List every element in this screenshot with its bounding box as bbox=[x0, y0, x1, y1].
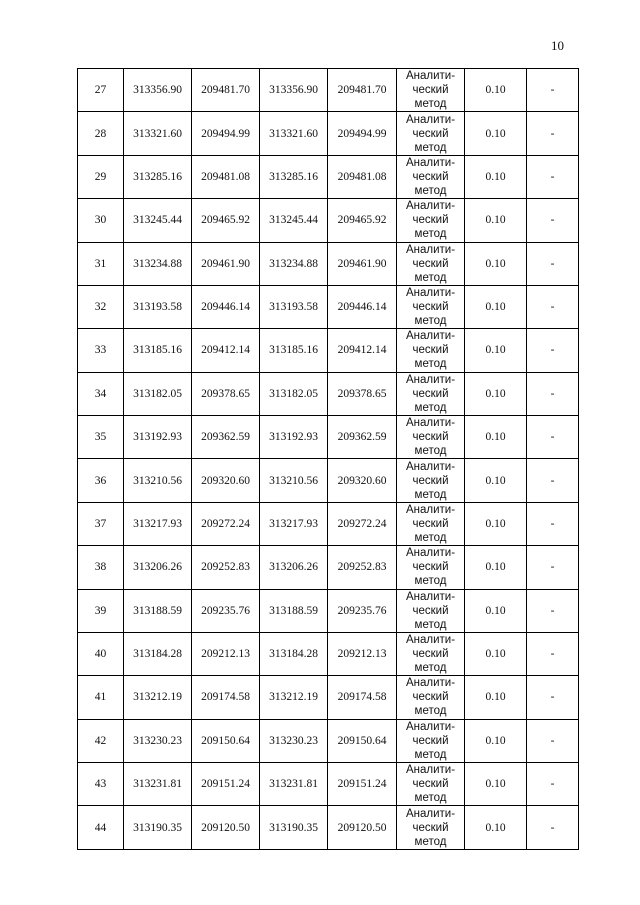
y-coordinate-cell: 209481.08 bbox=[192, 155, 260, 198]
note-cell: - bbox=[527, 199, 579, 242]
x-coordinate-new-cell: 313245.44 bbox=[260, 199, 328, 242]
y-coordinate-new-cell: 209235.76 bbox=[328, 589, 397, 632]
method-text: Аналити- bbox=[405, 503, 456, 516]
accuracy-cell: 0.10 bbox=[465, 329, 527, 372]
table-row bbox=[78, 155, 579, 198]
table-row bbox=[78, 676, 579, 719]
method-text: метод bbox=[414, 792, 447, 805]
y-coordinate-new-cell: 209120.50 bbox=[328, 806, 397, 850]
method-text: метод bbox=[414, 401, 447, 414]
x-coordinate-new-cell: 313230.23 bbox=[260, 719, 328, 762]
method-text: ческий bbox=[412, 387, 449, 400]
method-text: метод bbox=[414, 662, 447, 675]
note-cell: - bbox=[527, 632, 579, 675]
note-cell: - bbox=[527, 719, 579, 762]
method-text: Аналити- bbox=[405, 720, 456, 733]
note-cell: - bbox=[527, 69, 579, 112]
x-coordinate-new-cell: 313234.88 bbox=[260, 242, 328, 285]
x-coordinate-cell: 313182.05 bbox=[124, 372, 192, 415]
note-cell: - bbox=[527, 589, 579, 632]
method-cell bbox=[397, 459, 465, 502]
x-coordinate-new-cell: 313185.16 bbox=[260, 329, 328, 372]
x-coordinate-new-cell: 313206.26 bbox=[260, 546, 328, 589]
method-text: Аналити- bbox=[405, 156, 456, 169]
method-text: Аналити- bbox=[405, 460, 456, 473]
x-coordinate-new-cell: 313321.60 bbox=[260, 112, 328, 155]
accuracy-cell: 0.10 bbox=[465, 763, 527, 806]
y-coordinate-new-cell: 209252.83 bbox=[328, 546, 397, 589]
point-number-cell: 44 bbox=[78, 806, 124, 850]
method-text: ческий bbox=[412, 821, 449, 834]
method-text: метод bbox=[414, 618, 447, 631]
x-coordinate-cell: 313193.58 bbox=[124, 285, 192, 328]
x-coordinate-cell: 313185.16 bbox=[124, 329, 192, 372]
y-coordinate-new-cell: 209362.59 bbox=[328, 416, 397, 459]
point-number-cell: 41 bbox=[78, 676, 124, 719]
table-row bbox=[78, 719, 579, 762]
table-row bbox=[78, 806, 579, 850]
method-text: ческий bbox=[412, 691, 449, 704]
method-text: Аналити- bbox=[405, 113, 456, 126]
method-text: ческий bbox=[412, 561, 449, 574]
y-coordinate-new-cell: 209150.64 bbox=[328, 719, 397, 762]
accuracy-cell: 0.10 bbox=[465, 719, 527, 762]
y-coordinate-new-cell: 209481.70 bbox=[328, 69, 397, 112]
y-coordinate-new-cell: 209151.24 bbox=[328, 763, 397, 806]
y-coordinate-new-cell: 209378.65 bbox=[328, 372, 397, 415]
method-text: ческий bbox=[412, 648, 449, 661]
x-coordinate-cell: 313285.16 bbox=[124, 155, 192, 198]
y-coordinate-new-cell: 209494.99 bbox=[328, 112, 397, 155]
y-coordinate-cell: 209272.24 bbox=[192, 502, 260, 545]
point-number-cell: 36 bbox=[78, 459, 124, 502]
y-coordinate-cell: 209446.14 bbox=[192, 285, 260, 328]
method-text: метод bbox=[414, 98, 447, 111]
x-coordinate-cell: 313188.59 bbox=[124, 589, 192, 632]
accuracy-cell: 0.10 bbox=[465, 589, 527, 632]
accuracy-cell: 0.10 bbox=[465, 372, 527, 415]
y-coordinate-cell: 209481.70 bbox=[192, 69, 260, 112]
x-coordinate-cell: 313356.90 bbox=[124, 69, 192, 112]
table-row bbox=[78, 459, 579, 502]
method-text: метод bbox=[414, 835, 447, 848]
note-cell: - bbox=[527, 546, 579, 589]
point-number-cell: 39 bbox=[78, 589, 124, 632]
method-text: метод bbox=[414, 271, 447, 284]
method-text: Аналити- bbox=[405, 417, 456, 430]
table-row bbox=[78, 763, 579, 806]
y-coordinate-new-cell: 209272.24 bbox=[328, 502, 397, 545]
method-text: ческий bbox=[412, 170, 449, 183]
x-coordinate-cell: 313234.88 bbox=[124, 242, 192, 285]
table-row bbox=[78, 546, 579, 589]
table-row bbox=[78, 372, 579, 415]
method-text: Аналити- bbox=[405, 200, 456, 213]
y-coordinate-cell: 209362.59 bbox=[192, 416, 260, 459]
note-cell: - bbox=[527, 285, 579, 328]
accuracy-cell: 0.10 bbox=[465, 459, 527, 502]
accuracy-cell: 0.10 bbox=[465, 546, 527, 589]
method-text: Аналити- bbox=[405, 547, 456, 560]
x-coordinate-new-cell: 313210.56 bbox=[260, 459, 328, 502]
method-text: Аналити- bbox=[405, 287, 456, 300]
method-cell bbox=[397, 632, 465, 675]
point-number-cell: 32 bbox=[78, 285, 124, 328]
x-coordinate-cell: 313217.93 bbox=[124, 502, 192, 545]
y-coordinate-new-cell: 209465.92 bbox=[328, 199, 397, 242]
point-number-cell: 33 bbox=[78, 329, 124, 372]
point-number-cell: 27 bbox=[78, 69, 124, 112]
method-cell bbox=[397, 69, 465, 112]
table-row bbox=[78, 502, 579, 545]
method-text: ческий bbox=[412, 778, 449, 791]
method-text: метод bbox=[414, 748, 447, 761]
method-text: ческий bbox=[412, 301, 449, 314]
y-coordinate-cell: 209494.99 bbox=[192, 112, 260, 155]
table-row bbox=[78, 416, 579, 459]
method-cell bbox=[397, 416, 465, 459]
method-text: Аналити- bbox=[405, 677, 456, 690]
x-coordinate-cell: 313210.56 bbox=[124, 459, 192, 502]
table-row bbox=[78, 632, 579, 675]
accuracy-cell: 0.10 bbox=[465, 285, 527, 328]
x-coordinate-new-cell: 313212.19 bbox=[260, 676, 328, 719]
x-coordinate-cell: 313321.60 bbox=[124, 112, 192, 155]
method-cell bbox=[397, 329, 465, 372]
method-cell bbox=[397, 372, 465, 415]
method-text: метод bbox=[414, 445, 447, 458]
x-coordinate-cell: 313190.35 bbox=[124, 806, 192, 850]
note-cell: - bbox=[527, 806, 579, 850]
x-coordinate-new-cell: 313182.05 bbox=[260, 372, 328, 415]
y-coordinate-cell: 209174.58 bbox=[192, 676, 260, 719]
method-text: Аналити- bbox=[405, 70, 456, 83]
method-text: ческий bbox=[412, 127, 449, 140]
method-text: Аналити- bbox=[405, 764, 456, 777]
accuracy-cell: 0.10 bbox=[465, 502, 527, 545]
method-text: метод bbox=[414, 141, 447, 154]
method-cell bbox=[397, 589, 465, 632]
point-number-cell: 42 bbox=[78, 719, 124, 762]
table-body bbox=[78, 69, 579, 850]
y-coordinate-cell: 209378.65 bbox=[192, 372, 260, 415]
x-coordinate-cell: 313206.26 bbox=[124, 546, 192, 589]
point-number-cell: 37 bbox=[78, 502, 124, 545]
accuracy-cell: 0.10 bbox=[465, 632, 527, 675]
y-coordinate-new-cell: 209412.14 bbox=[328, 329, 397, 372]
method-text: Аналити- bbox=[405, 373, 456, 386]
table-row bbox=[78, 112, 579, 155]
note-cell: - bbox=[527, 112, 579, 155]
note-cell: - bbox=[527, 459, 579, 502]
x-coordinate-new-cell: 313192.93 bbox=[260, 416, 328, 459]
x-coordinate-cell: 313230.23 bbox=[124, 719, 192, 762]
point-number-cell: 38 bbox=[78, 546, 124, 589]
accuracy-cell: 0.10 bbox=[465, 242, 527, 285]
table-row bbox=[78, 329, 579, 372]
y-coordinate-cell: 209151.24 bbox=[192, 763, 260, 806]
point-number-cell: 40 bbox=[78, 632, 124, 675]
y-coordinate-new-cell: 209461.90 bbox=[328, 242, 397, 285]
method-cell bbox=[397, 763, 465, 806]
y-coordinate-new-cell: 209212.13 bbox=[328, 632, 397, 675]
accuracy-cell: 0.10 bbox=[465, 416, 527, 459]
y-coordinate-cell: 209252.83 bbox=[192, 546, 260, 589]
accuracy-cell: 0.10 bbox=[465, 112, 527, 155]
table-row bbox=[78, 199, 579, 242]
x-coordinate-cell: 313212.19 bbox=[124, 676, 192, 719]
method-text: ческий bbox=[412, 214, 449, 227]
method-cell bbox=[397, 199, 465, 242]
coordinates-table bbox=[77, 68, 579, 850]
method-text: метод bbox=[414, 531, 447, 544]
y-coordinate-cell: 209412.14 bbox=[192, 329, 260, 372]
method-text: Аналити- bbox=[405, 330, 456, 343]
method-text: ческий bbox=[412, 431, 449, 444]
y-coordinate-cell: 209120.50 bbox=[192, 806, 260, 850]
point-number-cell: 35 bbox=[78, 416, 124, 459]
y-coordinate-new-cell: 209320.60 bbox=[328, 459, 397, 502]
x-coordinate-new-cell: 313184.28 bbox=[260, 632, 328, 675]
method-cell bbox=[397, 112, 465, 155]
note-cell: - bbox=[527, 763, 579, 806]
y-coordinate-new-cell: 209174.58 bbox=[328, 676, 397, 719]
method-text: ческий bbox=[412, 84, 449, 97]
table-row bbox=[78, 285, 579, 328]
method-cell bbox=[397, 155, 465, 198]
accuracy-cell: 0.10 bbox=[465, 155, 527, 198]
point-number-cell: 43 bbox=[78, 763, 124, 806]
method-text: Аналити- bbox=[405, 634, 456, 647]
y-coordinate-cell: 209150.64 bbox=[192, 719, 260, 762]
accuracy-cell: 0.10 bbox=[465, 199, 527, 242]
method-text: метод bbox=[414, 575, 447, 588]
x-coordinate-new-cell: 313217.93 bbox=[260, 502, 328, 545]
method-cell bbox=[397, 806, 465, 850]
point-number-cell: 31 bbox=[78, 242, 124, 285]
x-coordinate-cell: 313231.81 bbox=[124, 763, 192, 806]
note-cell: - bbox=[527, 155, 579, 198]
x-coordinate-new-cell: 313190.35 bbox=[260, 806, 328, 850]
method-text: ческий bbox=[412, 734, 449, 747]
method-text: метод bbox=[414, 315, 447, 328]
method-text: метод bbox=[414, 358, 447, 371]
method-cell bbox=[397, 242, 465, 285]
point-number-cell: 30 bbox=[78, 199, 124, 242]
accuracy-cell: 0.10 bbox=[465, 69, 527, 112]
method-text: метод bbox=[414, 488, 447, 501]
method-text: ческий bbox=[412, 257, 449, 270]
method-text: Аналити- bbox=[405, 807, 456, 820]
accuracy-cell: 0.10 bbox=[465, 676, 527, 719]
method-text: Аналити- bbox=[405, 590, 456, 603]
y-coordinate-new-cell: 209481.08 bbox=[328, 155, 397, 198]
method-text: ческий bbox=[412, 517, 449, 530]
x-coordinate-cell: 313184.28 bbox=[124, 632, 192, 675]
x-coordinate-new-cell: 313356.90 bbox=[260, 69, 328, 112]
note-cell: - bbox=[527, 502, 579, 545]
method-cell bbox=[397, 719, 465, 762]
y-coordinate-cell: 209320.60 bbox=[192, 459, 260, 502]
note-cell: - bbox=[527, 329, 579, 372]
x-coordinate-new-cell: 313193.58 bbox=[260, 285, 328, 328]
method-text: ческий bbox=[412, 474, 449, 487]
point-number-cell: 29 bbox=[78, 155, 124, 198]
method-text: метод bbox=[414, 705, 447, 718]
table-row bbox=[78, 589, 579, 632]
y-coordinate-cell: 209212.13 bbox=[192, 632, 260, 675]
method-text: ческий bbox=[412, 604, 449, 617]
x-coordinate-new-cell: 313231.81 bbox=[260, 763, 328, 806]
method-text: Аналити- bbox=[405, 243, 456, 256]
x-coordinate-cell: 313192.93 bbox=[124, 416, 192, 459]
note-cell: - bbox=[527, 676, 579, 719]
y-coordinate-new-cell: 209446.14 bbox=[328, 285, 397, 328]
table-row bbox=[78, 69, 579, 112]
method-text: ческий bbox=[412, 344, 449, 357]
x-coordinate-new-cell: 313188.59 bbox=[260, 589, 328, 632]
accuracy-cell: 0.10 bbox=[465, 806, 527, 850]
y-coordinate-cell: 209465.92 bbox=[192, 199, 260, 242]
point-number-cell: 34 bbox=[78, 372, 124, 415]
method-cell bbox=[397, 502, 465, 545]
table-row bbox=[78, 242, 579, 285]
note-cell: - bbox=[527, 242, 579, 285]
method-cell bbox=[397, 676, 465, 719]
note-cell: - bbox=[527, 372, 579, 415]
y-coordinate-cell: 209235.76 bbox=[192, 589, 260, 632]
x-coordinate-cell: 313245.44 bbox=[124, 199, 192, 242]
point-number-cell: 28 bbox=[78, 112, 124, 155]
note-cell: - bbox=[527, 416, 579, 459]
method-text: метод bbox=[414, 228, 447, 241]
x-coordinate-new-cell: 313285.16 bbox=[260, 155, 328, 198]
method-cell bbox=[397, 546, 465, 589]
y-coordinate-cell: 209461.90 bbox=[192, 242, 260, 285]
method-text: метод bbox=[414, 184, 447, 197]
page-number: 10 bbox=[551, 38, 564, 53]
method-cell bbox=[397, 285, 465, 328]
